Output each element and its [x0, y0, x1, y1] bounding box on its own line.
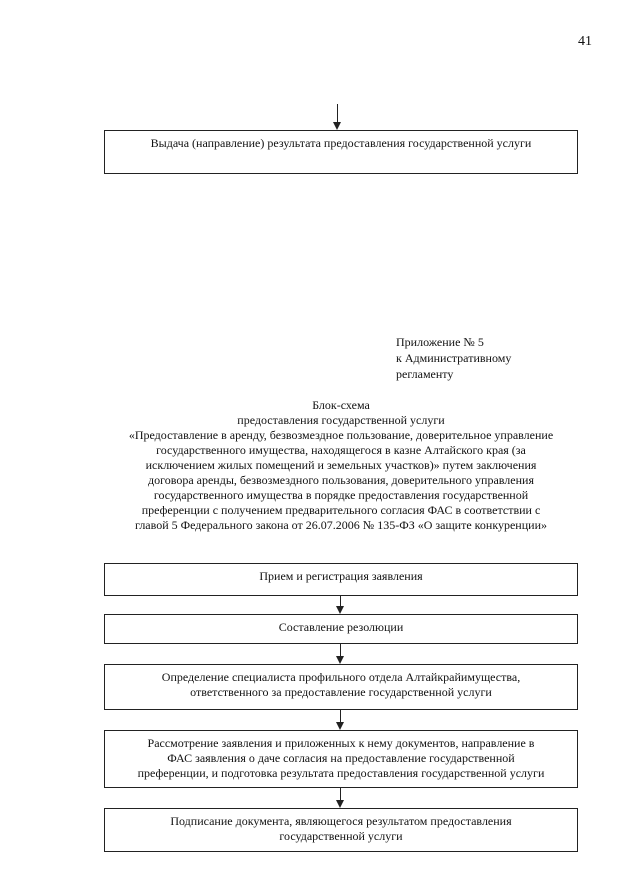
flow-arrow [336, 596, 345, 614]
box-text: Подписание документа, являющегося результатом предоставления [170, 814, 512, 828]
scheme-line: Блок-схема [312, 398, 370, 412]
scheme-line: государственного имущества в порядке предоставления государственной [153, 488, 529, 502]
result-issuance-box [104, 130, 578, 174]
appendix-line: регламенту [396, 367, 454, 381]
box-text: Определение специалиста профильного отдела Алтайкрайимущества, [161, 670, 521, 684]
box-text: Составление резолюции [278, 620, 404, 634]
flow-step-box [104, 614, 578, 644]
flow-step-box [104, 563, 578, 596]
flow-step-box [104, 664, 578, 710]
box-text: преференции, и подготовка результата предоставления государственной услуги [137, 766, 545, 780]
scheme-title [96, 398, 586, 533]
scheme-line: исключением жилых помещений и земельных участков)» путем заключения [145, 458, 537, 472]
flow-arrow [333, 104, 342, 130]
flow-arrow [336, 788, 345, 808]
appendix-line: Приложение № 5 [396, 335, 484, 349]
scheme-line: договора аренды, безвозмездного пользования, доверительного управления [148, 473, 534, 487]
box-text: Прием и регистрация заявления [259, 569, 423, 583]
box-text: Выдача (направление) результата предоставления государственной услуги [150, 136, 532, 150]
box-text: ФАС заявления о даче согласия на предоставление государственной [167, 751, 515, 765]
scheme-line: преференции с получением предварительного согласия ФАС в соответствии с [141, 503, 541, 517]
box-text: ответственного за предоставление государственной услуги [190, 685, 492, 699]
appendix-note [396, 334, 511, 382]
box-text: Рассмотрение заявления и приложенных к нему документов, направление в [147, 736, 535, 750]
scheme-line: «Предоставление в аренду, безвозмездное пользование, доверительное управление [128, 428, 554, 442]
scheme-line: государственного имущества, находящегося в казне Алтайского края (за [156, 443, 526, 457]
scheme-line: предоставления государственной услуги [237, 413, 445, 427]
flow-step-box [104, 730, 578, 788]
box-text: государственной услуги [279, 829, 403, 843]
page-number: 41 [578, 34, 592, 49]
flow-arrow [336, 644, 345, 664]
appendix-line: к Административному [396, 351, 512, 365]
flow-arrow [336, 710, 345, 730]
flow-step-box [104, 808, 578, 852]
scheme-line: главой 5 Федерального закона от 26.07.2006 № 135-ФЗ «О защите конкуренции» [135, 518, 547, 532]
